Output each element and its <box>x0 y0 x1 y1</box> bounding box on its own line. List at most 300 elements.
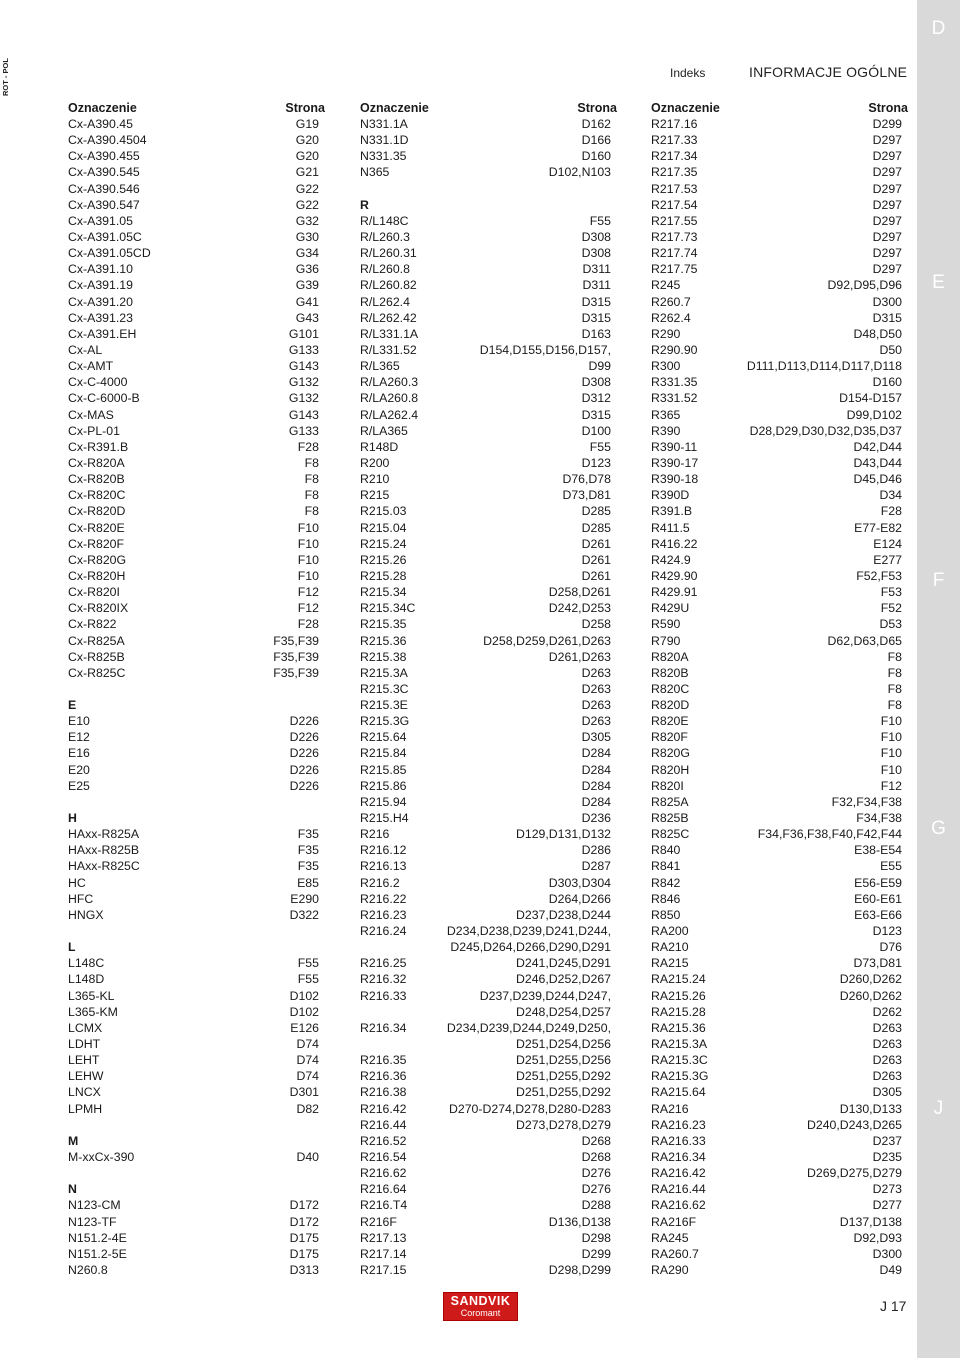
index-page-ref: F53 <box>880 585 902 600</box>
index-row <box>651 503 902 519</box>
index-code: LDHT <box>68 1037 101 1052</box>
index-page-ref: D234,D238,D239,D241,D244, <box>446 924 611 939</box>
index-page-ref: G39 <box>295 278 319 293</box>
index-page-ref: F8 <box>887 681 902 696</box>
header-code: Oznaczenie <box>360 101 429 115</box>
index-page-ref: D251,D255,D292 <box>515 1069 611 1084</box>
index-row <box>651 794 902 810</box>
index-code: R215.28 <box>360 568 407 583</box>
index-page-ref: F10 <box>297 520 319 535</box>
index-page-ref: D261 <box>581 568 611 583</box>
section-letter-row <box>68 810 319 826</box>
index-page-ref: D276 <box>581 1182 611 1197</box>
index-page-ref: G143 <box>288 359 319 374</box>
index-code: Cx-R820IX <box>68 601 129 616</box>
index-code: R216.35 <box>360 1053 407 1068</box>
index-row <box>68 955 319 971</box>
index-code: R590 <box>651 617 681 632</box>
index-row <box>360 277 611 293</box>
index-row <box>651 148 902 164</box>
index-page-ref: D297 <box>872 181 902 196</box>
index-page-ref: D270-D274,D278,D280-D283 <box>448 1101 611 1116</box>
index-page-ref: D136,D138 <box>548 1214 611 1229</box>
index-page-ref: D300 <box>872 294 902 309</box>
index-code: RA215 <box>651 956 689 971</box>
index-code: LPMH <box>68 1101 103 1116</box>
index-page-ref: F12 <box>297 601 319 616</box>
index-page-ref: D74 <box>296 1069 319 1084</box>
index-page-ref: D264,D266 <box>548 891 611 906</box>
index-row <box>68 245 319 261</box>
index-code: R215.26 <box>360 552 407 567</box>
index-row <box>360 261 611 277</box>
index-row <box>651 181 902 197</box>
index-row <box>360 1262 611 1278</box>
index-row <box>68 923 319 939</box>
index-page-ref: D308 <box>581 229 611 244</box>
index-row <box>651 1197 902 1213</box>
index-row <box>360 455 611 471</box>
index-code: R825C <box>651 827 690 842</box>
index-page-ref: D172 <box>289 1214 319 1229</box>
index-code: Cx-A391.05 <box>68 213 133 228</box>
index-code: L365-KL <box>68 988 115 1003</box>
index-code: R416.22 <box>651 536 698 551</box>
index-page-ref: D322 <box>289 907 319 922</box>
index-page-ref: G132 <box>288 391 319 406</box>
index-code: R217.35 <box>651 165 698 180</box>
index-page-ref: D102,N103 <box>548 165 611 180</box>
index-page-ref: D297 <box>872 133 902 148</box>
index-row <box>651 164 902 180</box>
index-row <box>651 439 902 455</box>
index-code: R215.24 <box>360 536 407 551</box>
index-code: R390 <box>651 423 681 438</box>
index-row <box>68 826 319 842</box>
index-page-ref: D286 <box>581 843 611 858</box>
logo-main-text: SANDVIK <box>450 1294 511 1308</box>
index-code: R331.35 <box>651 375 698 390</box>
index-code: R216.2 <box>360 875 400 890</box>
index-row <box>651 1149 902 1165</box>
index-page-ref: D73,D81 <box>562 488 611 503</box>
index-code: M-xxCx-390 <box>68 1150 135 1164</box>
index-code: Cx-A391.20 <box>68 294 133 309</box>
index-code: RA215.64 <box>651 1085 706 1100</box>
index-page-ref: D160 <box>581 149 611 164</box>
index-page-ref: F10 <box>880 746 902 761</box>
tab-g[interactable]: G <box>931 818 946 839</box>
index-code: LCMX <box>68 1020 103 1035</box>
index-code: R820H <box>651 762 690 777</box>
index-code: Cx-A390.546 <box>68 181 140 196</box>
index-code: R217.73 <box>651 229 698 244</box>
index-page-ref: F55 <box>297 972 319 987</box>
index-code: R850 <box>651 907 681 922</box>
index-page-ref: D102 <box>289 1004 319 1019</box>
index-row <box>360 1117 611 1133</box>
index-row <box>651 923 902 939</box>
index-page-ref: D315 <box>581 407 611 422</box>
index-row <box>651 1052 902 1068</box>
index-row <box>651 858 902 874</box>
index-page-ref: D99,D102 <box>846 407 902 422</box>
index-code: Cx-R820E <box>68 520 125 535</box>
tab-d[interactable]: D <box>931 18 946 39</box>
index-page-ref: D45,D46 <box>853 472 902 487</box>
index-code: Cx-R825C <box>68 665 126 680</box>
index-row <box>68 229 319 245</box>
index-row <box>651 875 902 891</box>
index-row <box>651 665 902 681</box>
index-column-1 <box>68 100 325 1278</box>
index-code: RA215.36 <box>651 1020 706 1035</box>
index-page-ref: F10 <box>297 536 319 551</box>
index-row <box>651 939 902 955</box>
index-code: RA210 <box>651 940 689 955</box>
tab-f[interactable]: F <box>932 570 945 591</box>
index-code: R/L262.42 <box>360 310 417 325</box>
index-row <box>68 681 319 697</box>
index-row <box>68 1197 319 1213</box>
index-code: RA260.7 <box>651 1246 699 1261</box>
index-code: R217.33 <box>651 133 698 148</box>
index-row <box>68 148 319 164</box>
sandvik-logo <box>443 1292 518 1321</box>
index-row <box>651 520 902 536</box>
index-page-ref: D298 <box>581 1230 611 1245</box>
index-page-ref: D297 <box>872 262 902 277</box>
index-code: LEHW <box>68 1069 104 1084</box>
index-row <box>68 988 319 1004</box>
index-code: R215.3C <box>360 681 409 696</box>
index-page-ref: D315 <box>872 310 902 325</box>
index-row <box>360 1084 611 1100</box>
index-page-ref: D305 <box>581 730 611 745</box>
index-row <box>360 1101 611 1117</box>
index-page-ref: D258,D259,D261,D263 <box>483 633 611 648</box>
index-row <box>68 616 319 632</box>
index-code: RA245 <box>651 1230 689 1245</box>
index-row <box>651 342 902 358</box>
index-page-ref: D53 <box>879 617 902 632</box>
index-page-ref: F8 <box>304 504 319 519</box>
index-page-ref: D261 <box>581 536 611 551</box>
index-row <box>68 649 319 665</box>
index-code: E20 <box>68 762 90 777</box>
index-row <box>360 1214 611 1230</box>
index-page-ref: D160 <box>872 375 902 390</box>
index-row <box>651 1036 902 1052</box>
index-page-ref: G30 <box>295 229 319 244</box>
index-row <box>360 891 611 907</box>
index-code: N331.1D <box>360 133 409 148</box>
index-code: Cx-R820F <box>68 536 125 551</box>
index-row <box>68 261 319 277</box>
index-row <box>651 1084 902 1100</box>
index-row <box>360 342 611 358</box>
index-code: RA215.3C <box>651 1053 708 1068</box>
index-row <box>360 471 611 487</box>
index-row <box>651 1230 902 1246</box>
index-code: R/L260.8 <box>360 262 410 277</box>
index-row <box>360 1068 611 1084</box>
index-code: R215.38 <box>360 649 407 664</box>
index-code: Cx-A390.545 <box>68 165 140 180</box>
index-page-ref: D263 <box>581 681 611 696</box>
index-code: R300 <box>651 359 681 374</box>
index-row <box>360 600 611 616</box>
index-code: R215.3E <box>360 698 408 713</box>
index-code: R216.12 <box>360 843 407 858</box>
index-page-ref: G19 <box>295 117 319 131</box>
index-code: Cx-A390.455 <box>68 149 140 164</box>
index-page-ref: D258 <box>581 617 611 632</box>
index-page-ref: D297 <box>872 213 902 228</box>
index-code: R215.36 <box>360 633 407 648</box>
header-page: Strona <box>868 101 908 115</box>
index-code: R217.14 <box>360 1246 407 1261</box>
index-code: R842 <box>651 875 681 890</box>
index-row <box>68 568 319 584</box>
index-code: R391.B <box>651 504 693 519</box>
index-row <box>68 294 319 310</box>
column-header <box>360 100 617 116</box>
index-page-ref: D263 <box>872 1020 902 1035</box>
index-code: R217.74 <box>651 246 698 261</box>
index-code: R216.33 <box>360 988 407 1003</box>
index-page-ref: F28 <box>297 617 319 632</box>
index-page-ref: D297 <box>872 246 902 261</box>
index-code: R217.34 <box>651 149 698 164</box>
index-page-ref: D308 <box>581 246 611 261</box>
index-row <box>651 197 902 213</box>
index-code: R846 <box>651 891 681 906</box>
index-page-ref: E124 <box>873 536 902 551</box>
index-page-ref: D102 <box>289 988 319 1003</box>
index-page-ref: D236 <box>581 811 611 826</box>
index-row <box>651 1181 902 1197</box>
index-page-ref: F34,F36,F38,F40,F42,F44 <box>757 827 902 842</box>
index-row <box>68 858 319 874</box>
index-code: L148D <box>68 972 105 987</box>
index-code: N365 <box>360 165 390 180</box>
index-page-ref: D162 <box>581 117 611 131</box>
index-page-ref: F55 <box>589 439 611 454</box>
index-row <box>360 407 611 423</box>
index-row <box>360 1197 611 1213</box>
index-page-ref: D92,D93 <box>853 1230 902 1245</box>
index-page-ref: D263 <box>581 714 611 729</box>
index-page-ref: F10 <box>880 714 902 729</box>
page-number: J 17 <box>880 1298 907 1314</box>
index-page-ref: F35,F39 <box>273 633 319 648</box>
index-row <box>68 213 319 229</box>
index-row <box>651 1020 902 1036</box>
index-code: R262.4 <box>651 310 691 325</box>
index-code: Cx-R820C <box>68 488 126 503</box>
index-row <box>360 374 611 390</box>
index-code: E <box>68 698 77 713</box>
index-code: R/LA260.3 <box>360 375 419 390</box>
index-page-ref: D263 <box>872 1037 902 1052</box>
index-code: RA215.24 <box>651 972 706 987</box>
index-page-ref: D297 <box>872 165 902 180</box>
index-row <box>360 697 611 713</box>
index-code: HNGX <box>68 907 104 922</box>
index-page-ref: D298,D299 <box>548 1262 611 1277</box>
index-row <box>651 584 902 600</box>
index-row <box>360 245 611 261</box>
index-page-ref: G20 <box>295 133 319 148</box>
index-page-ref: D226 <box>289 746 319 761</box>
index-code: R390-18 <box>651 472 699 487</box>
index-row <box>360 423 611 439</box>
index-code: E12 <box>68 730 90 745</box>
index-row <box>68 729 319 745</box>
index-row <box>360 971 611 987</box>
index-code: L148C <box>68 956 105 971</box>
index-page-ref: F55 <box>589 213 611 228</box>
index-code: L365-KM <box>68 1004 118 1019</box>
index-page-ref: D92,D95,D96 <box>827 278 902 293</box>
index-page-ref: D260,D262 <box>839 988 902 1003</box>
index-row <box>651 600 902 616</box>
index-row <box>651 1262 902 1278</box>
index-code: R331.52 <box>651 391 698 406</box>
index-code: R820F <box>651 730 688 745</box>
header-title: INFORMACJE OGÓLNE <box>749 64 908 80</box>
index-code: R216.24 <box>360 924 407 939</box>
index-code: HFC <box>68 891 94 906</box>
index-page-ref: D175 <box>289 1246 319 1261</box>
index-code: R/L148C <box>360 213 409 228</box>
index-code: Cx-PL-01 <box>68 423 120 438</box>
index-row <box>651 245 902 261</box>
index-row <box>651 907 902 923</box>
index-code: R820G <box>651 746 690 761</box>
index-page-ref: G132 <box>288 375 319 390</box>
index-code: R/L262.4 <box>360 294 410 309</box>
index-row <box>68 1165 319 1181</box>
index-code: RA200 <box>651 924 689 939</box>
index-row <box>651 1117 902 1133</box>
index-page-ref: D34 <box>879 488 902 503</box>
index-page-ref: F35,F39 <box>273 649 319 664</box>
index-row <box>651 536 902 552</box>
index-row <box>651 729 902 745</box>
index-row <box>360 923 611 939</box>
index-code: Cx-R820D <box>68 504 126 519</box>
index-row <box>360 584 611 600</box>
index-code: N151.2-4E <box>68 1230 127 1245</box>
index-code: R216.36 <box>360 1069 407 1084</box>
index-row <box>68 762 319 778</box>
index-page-ref: D49 <box>879 1262 902 1277</box>
index-code: R411.5 <box>651 520 690 535</box>
index-row <box>651 552 902 568</box>
index-page-ref: D269,D275,D279 <box>806 1166 902 1181</box>
index-page-ref: G101 <box>288 326 319 341</box>
index-page-ref: D129,D131,D132 <box>515 827 611 842</box>
index-row <box>360 794 611 810</box>
index-page-ref: D299 <box>872 117 902 131</box>
index-page-ref: D299 <box>581 1246 611 1261</box>
index-code: R825B <box>651 811 689 826</box>
index-row <box>651 778 902 794</box>
index-code: R/LA365 <box>360 423 408 438</box>
index-code: R216.23 <box>360 907 407 922</box>
index-row <box>68 1084 319 1100</box>
index-code: RA216.62 <box>651 1198 706 1213</box>
index-page-ref: D301 <box>289 1085 319 1100</box>
index-row <box>360 1246 611 1262</box>
index-code: LNCX <box>68 1085 101 1100</box>
index-page-ref: D100 <box>581 423 611 438</box>
index-code: Cx-R825A <box>68 633 125 648</box>
index-row <box>651 1246 902 1262</box>
index-page-ref: F12 <box>297 585 319 600</box>
index-code: R217.13 <box>360 1230 407 1245</box>
index-page-ref: E55 <box>880 859 902 874</box>
tab-j[interactable]: J <box>933 1098 944 1119</box>
index-code: R429U <box>651 601 690 616</box>
index-page-ref: D251,D255,D292 <box>515 1085 611 1100</box>
index-code: R216.34 <box>360 1020 407 1035</box>
index-page-ref: E126 <box>290 1020 319 1035</box>
index-row <box>360 762 611 778</box>
index-row <box>651 261 902 277</box>
index-column-3 <box>651 100 908 1278</box>
index-row <box>360 1181 611 1197</box>
index-row <box>68 600 319 616</box>
index-row <box>68 536 319 552</box>
index-row <box>68 1214 319 1230</box>
index-row <box>68 1117 319 1133</box>
index-page-ref: D276 <box>581 1166 611 1181</box>
index-row <box>68 794 319 810</box>
index-code: RA215.3G <box>651 1069 709 1084</box>
index-page-ref: D311 <box>582 278 611 293</box>
index-code: R210 <box>360 472 390 487</box>
index-page-ref: D251,D254,D256 <box>515 1037 611 1052</box>
index-code: R215.3G <box>360 714 410 729</box>
index-row <box>68 487 319 503</box>
index-page-ref: D315 <box>581 310 611 325</box>
index-row <box>360 616 611 632</box>
index-row <box>360 955 611 971</box>
index-code: R/L260.3 <box>360 229 410 244</box>
index-code: R215.35 <box>360 617 407 632</box>
index-code: R840 <box>651 843 681 858</box>
index-row <box>651 116 902 132</box>
index-page-ref: D261,D263 <box>548 649 611 664</box>
index-page-ref: D242,D253 <box>548 601 611 616</box>
index-row <box>68 439 319 455</box>
section-letter-row <box>68 1133 319 1149</box>
index-code: Cx-A391.10 <box>68 262 133 277</box>
index-code: Cx-C-4000 <box>68 375 128 390</box>
section-letter-row <box>68 939 319 955</box>
index-page-ref: D50 <box>879 342 902 357</box>
index-page-ref: D263 <box>872 1069 902 1084</box>
index-row <box>360 1165 611 1181</box>
index-row <box>360 1230 611 1246</box>
tab-e[interactable]: E <box>932 272 945 293</box>
index-page-ref: F32,F34,F38 <box>831 794 902 809</box>
index-row <box>360 988 611 1004</box>
index-code: R216F <box>360 1214 397 1229</box>
